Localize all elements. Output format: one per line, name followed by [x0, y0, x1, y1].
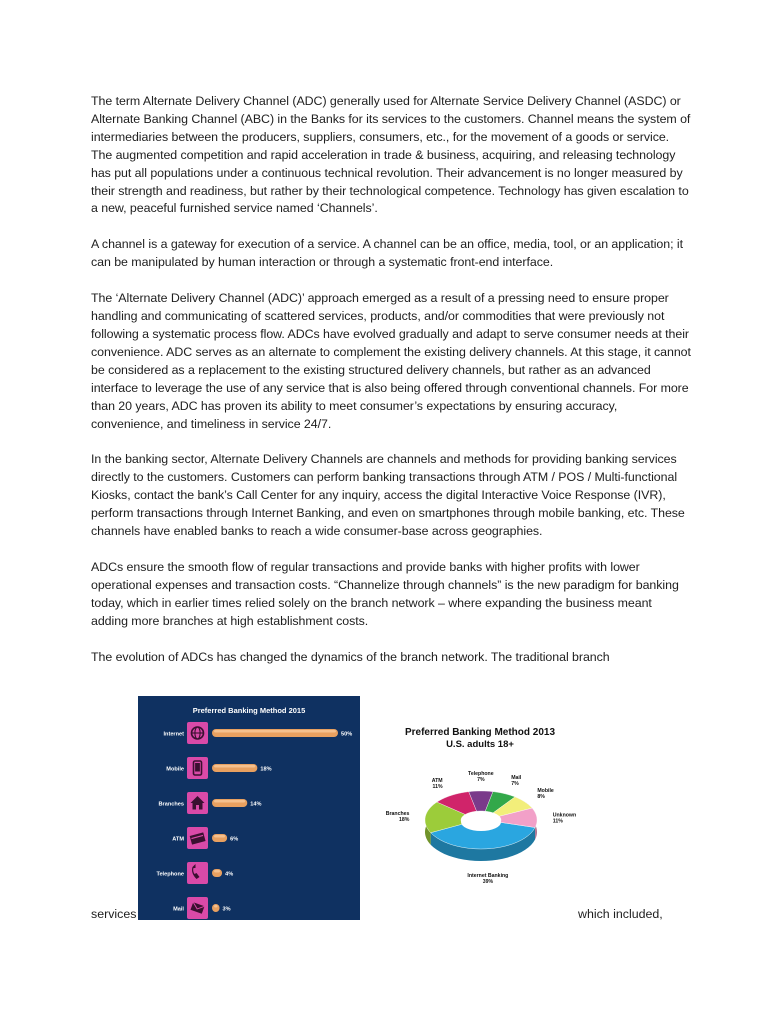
bar-value-label: 14% — [250, 801, 262, 808]
bar-highlight — [214, 870, 220, 873]
bar-value-label: 50% — [341, 731, 353, 738]
trailing-text-left: services — [91, 907, 137, 921]
bar-value-label: 3% — [222, 906, 231, 913]
pie-slice-value: 11% — [552, 818, 563, 825]
bar-highlight — [214, 800, 245, 803]
pie-slice-label: ATM — [431, 777, 443, 784]
bar-chart-title: Preferred Banking Method 2015 — [192, 706, 306, 715]
paragraph-2: The augmented competition and rapid acceleration in trade & business, acquiring, and releasing technology has put all populations under a continuous technical revolution. Their advancement is no longer measured by their strength and readiness, but rather by their technological competence. Technology has given escalation to a new, peaceful furnished service named ‘Channels’. — [91, 147, 689, 216]
pie-slice-value: 11% — [432, 783, 443, 790]
bar-chart-2015 — [138, 696, 360, 920]
document-body — [91, 93, 691, 666]
pie-slice-value: 7% — [511, 781, 519, 788]
paragraph-5: In the banking sector, Alternate Delivery Channels are channels and methods for providing banking services directly to the customers. Customers can perform banking transactions through ATM / POS / Multi-functional Kiosks, contact the bank’s Call Center for any inquiry, access the digital Interactive Voice Response (IVR), perform transactions through Internet Banking, and even on smartphones through mobile banking, etc. These channels have enabled banks to reach a wide consumer-base across geographies. — [91, 452, 685, 539]
bar-highlight — [214, 835, 225, 838]
bar-category-label: Telephone — [156, 871, 184, 878]
pie-chart-subtitle: U.S. adults 18+ — [446, 739, 514, 750]
paragraph-1: The term Alternate Delivery Channel (ADC) generally used for Alternate Service Delivery Channel (ASDC) or Alternate Banking Channel (ABC) in the Banks for its services to the customers. Channel means the system of intermediaries between the producers, suppliers, consumers, etc., for the movement of a goods or service. — [91, 94, 691, 144]
bar-category-label: Mobile — [166, 766, 184, 773]
pie-slice-label: Unknown — [552, 812, 577, 819]
pie-slice-label: Internet Banking — [467, 872, 509, 879]
pie-slice-value: 39% — [482, 878, 494, 885]
pie-slice-label: Branches — [385, 811, 410, 818]
pie-slice-value: 18% — [399, 817, 410, 824]
bar-highlight — [214, 730, 336, 733]
bar-highlight — [214, 765, 255, 768]
bar-row — [163, 722, 352, 744]
bar-category-label: Mail — [173, 906, 184, 913]
bar-row — [172, 827, 238, 849]
bar-category-label: Internet — [163, 731, 184, 738]
bar-row — [156, 862, 233, 884]
paragraph-6: ADCs ensure the smooth flow of regular transactions and provide banks with higher profits with lower operational expenses and transaction costs. “Channelize through channels” is the new paradigm for banking today, which in earlier times relied solely on the branch network – where expanding the business meant adding more branches at high establishment costs. — [91, 559, 679, 628]
bar-row — [166, 757, 271, 779]
pie-slice-value: 7% — [477, 777, 485, 784]
bar-category-label: ATM — [172, 836, 184, 843]
paragraph-4: The ‘Alternate Delivery Channel (ADC)’ approach emerged as a result of a pressing need to ensure proper handling and communicating of scattered services, products, and/or commodities that were previously not following a systematic process flow. ADCs have evolved gradually and adapt to serve consumer needs at their convenience. ADC serves as an alternate to complement the existing delivery channels. At this stage, it cannot be considered as a replacement to the existing structured delivery channels, but rather as an advanced interface to leverage the use of any service that is also being offered through conventional channels. For more than 20 years, ADC has proven its ability to meet consumer’s expectations by ensuring accuracy, convenience, and timeliness in service 24/7. — [91, 291, 691, 431]
bar-icon-tile — [187, 862, 208, 884]
pie-chart-2013 — [385, 722, 577, 885]
bar-category-label: Branches — [158, 801, 184, 808]
donut-hole — [461, 813, 501, 831]
bar-value-label: 4% — [225, 871, 234, 878]
bar-value-label: 6% — [230, 836, 239, 843]
trailing-text-right: which included, — [578, 907, 663, 921]
bar-row — [173, 897, 231, 919]
pie-slice-label: Telephone — [468, 771, 494, 778]
paragraph-3: A channel is a gateway for execution of a service. A channel can be an office, media, tool, or an application; it can be manipulated by human interaction or through a systematic front-end interface. — [91, 237, 683, 270]
bar-highlight — [214, 905, 218, 908]
pie-chart-title: Preferred Banking Method 2013 — [404, 727, 556, 738]
paragraph-7: The evolution of ADCs has changed the dynamics of the branch network. The traditional branch — [91, 649, 610, 664]
pie-slice-value: 8% — [537, 794, 545, 801]
bar-row — [159, 792, 262, 814]
pie-slice-label: Mail — [511, 775, 522, 782]
pie-slice-label: Mobile — [537, 788, 554, 795]
bar-value-label: 18% — [260, 766, 272, 773]
